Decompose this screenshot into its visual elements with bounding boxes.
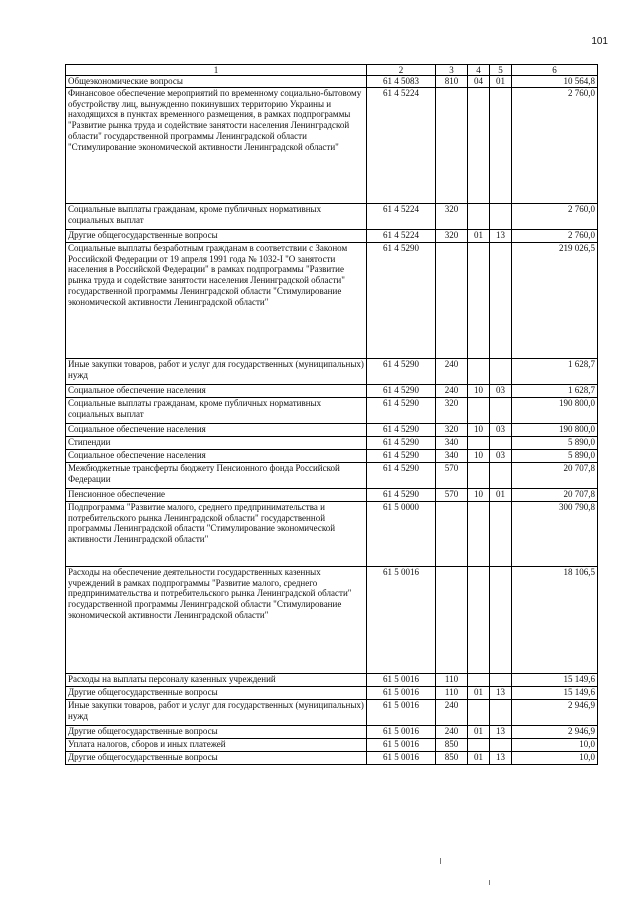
table-row (66, 242, 598, 358)
cell-name: Другие общегосударственные вопросы (66, 686, 367, 699)
cell-rz (468, 673, 490, 686)
table-row (66, 751, 598, 764)
header-cell-sum: 6 (512, 65, 598, 76)
cell-pr: 03 (490, 423, 512, 436)
cell-sum: 18 106,5 (512, 566, 598, 673)
cell-vr: 240 (436, 699, 468, 725)
cell-name: Финансовое обеспечение мероприятий по временному социально-бытовому обустройству лиц, вынужденно покинувших территорию Украины и находящихся в пунктах временного размещения, в рамках подпрограммы "Развитие рынка труда и содействие занятости населения Ленинградской области" государственной программы Ленинградской области "Стимулирование экономической активности Ленинградской области" (66, 87, 367, 203)
table-row (66, 423, 598, 436)
cell-pr: 01 (490, 76, 512, 88)
cell-pr (490, 699, 512, 725)
cell-rz (468, 566, 490, 673)
cell-target-code: 61 4 5290 (367, 242, 436, 358)
table-row (66, 725, 598, 738)
cell-name: Общеэкономические вопросы (66, 76, 367, 88)
budget-table (65, 64, 598, 765)
cell-sum: 2 760,0 (512, 203, 598, 229)
header-cell-pr: 5 (490, 65, 512, 76)
cell-vr: 850 (436, 751, 468, 764)
cell-target-code: 61 5 0016 (367, 738, 436, 751)
cell-pr: 03 (490, 449, 512, 462)
cell-target-code: 61 5 0016 (367, 699, 436, 725)
cell-pr (490, 436, 512, 449)
cell-sum: 15 149,6 (512, 686, 598, 699)
table-row (66, 76, 598, 88)
cell-vr: 110 (436, 673, 468, 686)
cell-rz (468, 699, 490, 725)
cell-target-code: 61 4 5290 (367, 449, 436, 462)
cell-pr (490, 397, 512, 423)
page-number: 101 (591, 36, 608, 47)
cell-sum: 190 800,0 (512, 423, 598, 436)
cell-vr: 320 (436, 203, 468, 229)
cell-target-code: 61 4 5224 (367, 229, 436, 242)
cell-rz: 10 (468, 423, 490, 436)
scan-speck (440, 858, 441, 864)
cell-name: Социальные выплаты безработным гражданам в соответствии с Законом Российской Федерации от 19 апреля 1991 года № 1032-I "О занятости населения в Российской Федерации" в рамках подпрограммы "Развитие рынка труда и содействие занятости населения Ленинградской области" государственной программы Ленинградской области "Стимулирование экономической активности Ленинградской области" (66, 242, 367, 358)
cell-name: Социальное обеспечение населения (66, 423, 367, 436)
cell-name: Другие общегосударственные вопросы (66, 229, 367, 242)
header-cell-rz: 4 (468, 65, 490, 76)
cell-rz: 01 (468, 725, 490, 738)
cell-name: Расходы на обеспечение деятельности государственных казенных учреждений в рамках подпрограммы "Развитие малого, среднего предпринимательства и потребительского рынка Ленинградской области" государственной программы Ленинградской области "Стимулирование экономической активности Ленинградской области" (66, 566, 367, 673)
cell-rz: 01 (468, 229, 490, 242)
cell-target-code: 61 4 5290 (367, 462, 436, 488)
cell-rz (468, 501, 490, 566)
cell-rz: 04 (468, 76, 490, 88)
cell-sum: 10 564,8 (512, 76, 598, 88)
cell-vr: 240 (436, 358, 468, 384)
cell-sum: 2 946,9 (512, 699, 598, 725)
cell-pr (490, 242, 512, 358)
cell-sum: 20 707,8 (512, 488, 598, 501)
cell-vr: 320 (436, 423, 468, 436)
header-cell-vr: 3 (436, 65, 468, 76)
cell-name: Другие общегосударственные вопросы (66, 751, 367, 764)
cell-pr (490, 501, 512, 566)
table-row (66, 449, 598, 462)
cell-rz (468, 87, 490, 203)
header-row (66, 65, 598, 76)
cell-vr: 320 (436, 397, 468, 423)
table-row (66, 384, 598, 397)
cell-rz (468, 358, 490, 384)
cell-name: Социальные выплаты гражданам, кроме публичных нормативных социальных выплат (66, 203, 367, 229)
cell-vr (436, 566, 468, 673)
cell-target-code: 61 4 5083 (367, 76, 436, 88)
cell-rz: 10 (468, 488, 490, 501)
cell-name: Подпрограмма "Развитие малого, среднего предпринимательства и потребительского рынка Ленинградской области" государственной программы Ленинградской области "Стимулирование экономической активности Ленинградской области" (66, 501, 367, 566)
cell-pr: 13 (490, 229, 512, 242)
cell-name: Социальные выплаты гражданам, кроме публичных нормативных социальных выплат (66, 397, 367, 423)
cell-vr (436, 242, 468, 358)
cell-sum: 2 760,0 (512, 229, 598, 242)
cell-pr: 03 (490, 384, 512, 397)
table-row (66, 229, 598, 242)
cell-target-code: 61 5 0016 (367, 566, 436, 673)
cell-sum: 15 149,6 (512, 673, 598, 686)
cell-sum: 5 890,0 (512, 436, 598, 449)
table-row (66, 673, 598, 686)
cell-rz (468, 738, 490, 751)
cell-rz (468, 436, 490, 449)
cell-vr: 110 (436, 686, 468, 699)
cell-sum: 20 707,8 (512, 462, 598, 488)
cell-name: Межбюджетные трансферты бюджету Пенсионного фонда Российской Федерации (66, 462, 367, 488)
cell-target-code: 61 5 0016 (367, 686, 436, 699)
cell-sum: 2 760,0 (512, 87, 598, 203)
cell-sum: 10,0 (512, 738, 598, 751)
cell-rz: 01 (468, 686, 490, 699)
cell-rz: 10 (468, 384, 490, 397)
header-cell-target: 2 (367, 65, 436, 76)
cell-pr: 13 (490, 725, 512, 738)
cell-name: Уплата налогов, сборов и иных платежей (66, 738, 367, 751)
cell-name: Социальное обеспечение населения (66, 449, 367, 462)
cell-target-code: 61 4 5224 (367, 203, 436, 229)
cell-vr (436, 87, 468, 203)
cell-vr: 570 (436, 462, 468, 488)
cell-sum: 10,0 (512, 751, 598, 764)
cell-target-code: 61 5 0016 (367, 725, 436, 738)
cell-vr: 570 (436, 488, 468, 501)
cell-target-code: 61 5 0000 (367, 501, 436, 566)
cell-name: Пенсионное обеспечение (66, 488, 367, 501)
cell-rz: 01 (468, 751, 490, 764)
cell-target-code: 61 4 5290 (367, 488, 436, 501)
cell-pr (490, 87, 512, 203)
table-body (66, 76, 598, 765)
cell-name: Социальное обеспечение населения (66, 384, 367, 397)
cell-rz (468, 397, 490, 423)
cell-vr: 240 (436, 725, 468, 738)
cell-pr: 01 (490, 488, 512, 501)
cell-pr (490, 462, 512, 488)
scan-speck (489, 880, 490, 885)
cell-vr: 340 (436, 449, 468, 462)
cell-target-code: 61 5 0016 (367, 751, 436, 764)
table-row (66, 686, 598, 699)
cell-target-code: 61 4 5224 (367, 87, 436, 203)
cell-name: Стипендии (66, 436, 367, 449)
cell-sum: 219 026,5 (512, 242, 598, 358)
cell-vr: 810 (436, 76, 468, 88)
cell-sum: 1 628,7 (512, 358, 598, 384)
cell-pr: 13 (490, 686, 512, 699)
table-row (66, 699, 598, 725)
cell-sum: 2 946,9 (512, 725, 598, 738)
cell-target-code: 61 4 5290 (367, 397, 436, 423)
cell-name: Расходы на выплаты персоналу казенных учреждений (66, 673, 367, 686)
table-row (66, 488, 598, 501)
cell-pr (490, 203, 512, 229)
cell-pr (490, 673, 512, 686)
cell-rz (468, 203, 490, 229)
cell-target-code: 61 4 5290 (367, 358, 436, 384)
cell-name: Иные закупки товаров, работ и услуг для государственных (муниципальных) нужд (66, 358, 367, 384)
cell-rz: 10 (468, 449, 490, 462)
cell-target-code: 61 4 5290 (367, 436, 436, 449)
table-row (66, 566, 598, 673)
table-row (66, 436, 598, 449)
cell-rz (468, 242, 490, 358)
cell-sum: 1 628,7 (512, 384, 598, 397)
cell-vr: 320 (436, 229, 468, 242)
cell-sum: 190 800,0 (512, 397, 598, 423)
cell-rz (468, 462, 490, 488)
cell-vr: 850 (436, 738, 468, 751)
cell-name: Иные закупки товаров, работ и услуг для государственных (муниципальных) нужд (66, 699, 367, 725)
cell-vr: 240 (436, 384, 468, 397)
cell-target-code: 61 5 0016 (367, 673, 436, 686)
cell-pr (490, 358, 512, 384)
cell-target-code: 61 4 5290 (367, 384, 436, 397)
header-cell-name: 1 (66, 65, 367, 76)
cell-sum: 300 790,8 (512, 501, 598, 566)
cell-name: Другие общегосударственные вопросы (66, 725, 367, 738)
table-row (66, 501, 598, 566)
cell-pr: 13 (490, 751, 512, 764)
table-row (66, 397, 598, 423)
cell-target-code: 61 4 5290 (367, 423, 436, 436)
cell-sum: 5 890,0 (512, 449, 598, 462)
table-row (66, 203, 598, 229)
cell-pr (490, 566, 512, 673)
cell-pr (490, 738, 512, 751)
table-row (66, 87, 598, 203)
cell-vr (436, 501, 468, 566)
table-row (66, 462, 598, 488)
table-row (66, 358, 598, 384)
cell-vr: 340 (436, 436, 468, 449)
table-row (66, 738, 598, 751)
